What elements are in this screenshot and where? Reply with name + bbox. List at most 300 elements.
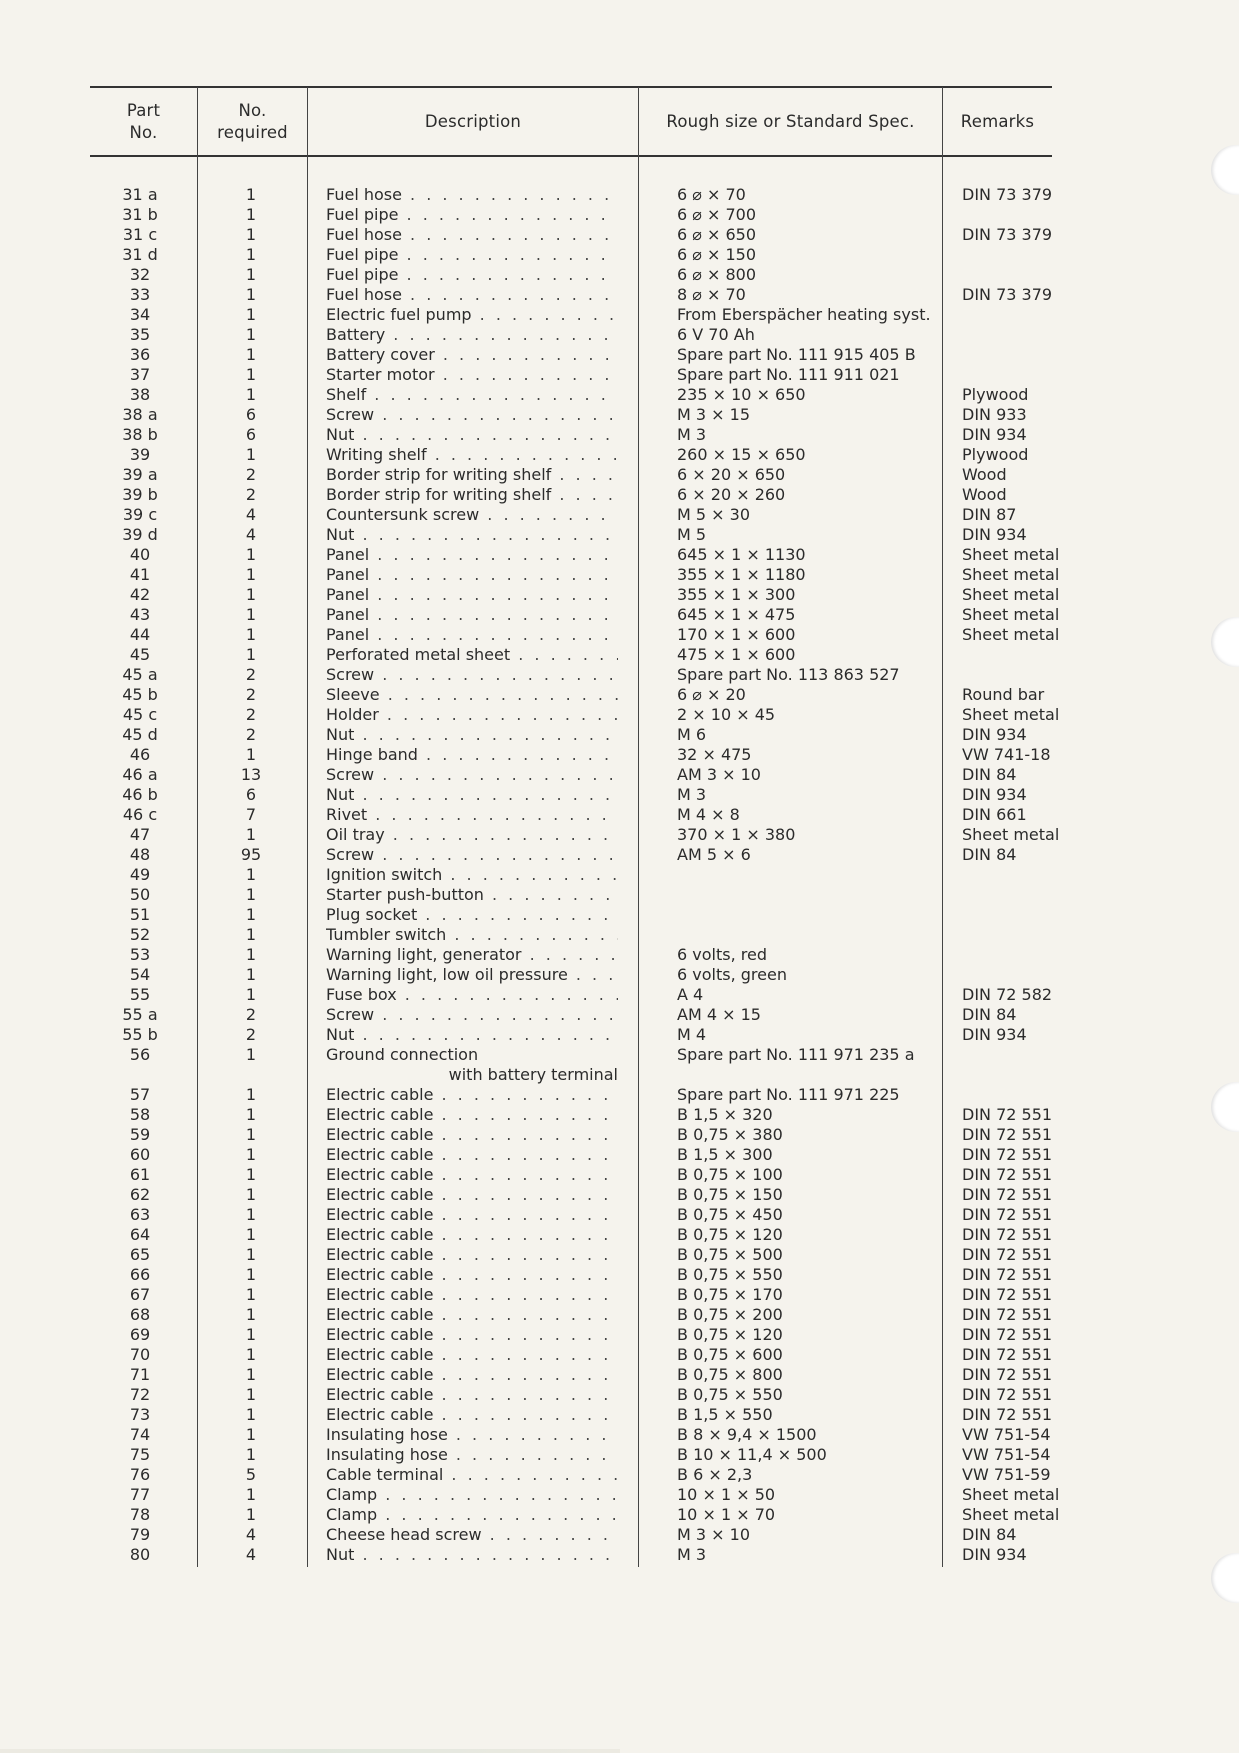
table-row bbox=[0, 285, 1239, 305]
table-row bbox=[0, 525, 1239, 545]
size-cell: 10 × 1 × 50 bbox=[677, 1485, 776, 1504]
table-row bbox=[0, 1125, 1239, 1145]
description-cell: Oil tray . . . bbox=[326, 825, 618, 845]
remarks-cell: DIN 72 551 bbox=[962, 1125, 1053, 1144]
table-row bbox=[0, 1165, 1239, 1185]
table-row bbox=[0, 1365, 1239, 1385]
size-cell: M 3 × 10 bbox=[677, 1525, 751, 1544]
remarks-cell: Sheet metal bbox=[962, 1505, 1060, 1524]
size-cell: B 8 × 9,4 × 1500 bbox=[677, 1425, 817, 1444]
table-row bbox=[0, 1325, 1239, 1345]
qty-cell: 5 bbox=[245, 1465, 257, 1484]
part-no-cell: 66 bbox=[129, 1265, 151, 1284]
description-cell: Warning light, low oil pressure . . . bbox=[326, 965, 618, 985]
description-cell: Nut . . . bbox=[326, 525, 618, 545]
description-cell: Electric cable . . . bbox=[326, 1305, 618, 1325]
remarks-cell: DIN 72 551 bbox=[962, 1245, 1053, 1264]
qty-cell: 1 bbox=[245, 825, 257, 844]
remarks-cell: DIN 72 582 bbox=[962, 985, 1053, 1004]
description-cell: Electric cable . . . bbox=[326, 1125, 618, 1145]
table-row bbox=[0, 185, 1239, 205]
part-no-cell: 43 bbox=[129, 605, 151, 624]
part-no-cell: 62 bbox=[129, 1185, 151, 1204]
part-no-cell: 41 bbox=[129, 565, 151, 584]
remarks-cell: VW 751-59 bbox=[962, 1465, 1051, 1484]
description-cell: Panel . . . bbox=[326, 565, 618, 585]
description-cell: Fuel pipe . . . bbox=[326, 265, 618, 285]
table-row bbox=[0, 405, 1239, 425]
qty-cell: 1 bbox=[245, 205, 257, 224]
size-cell: B 0,75 × 600 bbox=[677, 1345, 783, 1364]
part-no-cell: 75 bbox=[129, 1445, 151, 1464]
part-no-cell: 74 bbox=[129, 1425, 151, 1444]
size-cell: 6 V 70 Ah bbox=[677, 325, 755, 344]
size-cell: 6 ⌀ × 700 bbox=[677, 205, 757, 224]
remarks-cell: Sheet metal bbox=[962, 705, 1060, 724]
table-row bbox=[0, 1105, 1239, 1125]
part-no-cell: 54 bbox=[129, 965, 151, 984]
description-cell: Fuel hose . . . bbox=[326, 225, 618, 245]
table-row bbox=[0, 625, 1239, 645]
description-cell: Starter push-button . . . bbox=[326, 885, 618, 905]
table-row bbox=[0, 945, 1239, 965]
description-cell: Screw . . . bbox=[326, 1005, 618, 1025]
qty-cell: 1 bbox=[245, 1245, 257, 1264]
description-cell: Electric cable . . . bbox=[326, 1345, 618, 1365]
qty-cell: 1 bbox=[245, 925, 257, 944]
remarks-cell: Sheet metal bbox=[962, 1485, 1060, 1504]
size-cell: 6 ⌀ × 800 bbox=[677, 265, 757, 284]
part-no-cell: 46 c bbox=[122, 805, 158, 824]
description-cell: Fuel pipe . . . bbox=[326, 205, 618, 225]
table-row bbox=[0, 1205, 1239, 1225]
table-row bbox=[0, 505, 1239, 525]
description-cell: Perforated metal sheet . . . bbox=[326, 645, 618, 665]
table-row bbox=[0, 805, 1239, 825]
size-cell: 6 ⌀ × 650 bbox=[677, 225, 757, 244]
part-no-cell: 69 bbox=[129, 1325, 151, 1344]
size-cell: 355 × 1 × 300 bbox=[677, 585, 796, 604]
size-cell: M 5 bbox=[677, 525, 707, 544]
description-cell: Cable terminal . . . bbox=[326, 1465, 618, 1485]
header-no-required: No. required bbox=[217, 101, 288, 142]
qty-cell: 1 bbox=[245, 545, 257, 564]
size-cell: B 10 × 11,4 × 500 bbox=[677, 1445, 827, 1464]
description-cell: Electric cable . . . bbox=[326, 1285, 618, 1305]
remarks-cell: DIN 72 551 bbox=[962, 1305, 1053, 1324]
header-bottom-rule bbox=[90, 155, 1052, 157]
part-no-cell: 50 bbox=[129, 885, 151, 904]
size-cell: B 0,75 × 500 bbox=[677, 1245, 783, 1264]
part-no-cell: 33 bbox=[129, 285, 151, 304]
table-row bbox=[0, 1445, 1239, 1465]
description-cell: Clamp . . . bbox=[326, 1485, 618, 1505]
table-row bbox=[0, 885, 1239, 905]
remarks-cell: DIN 934 bbox=[962, 425, 1027, 444]
description-cell: Fuel pipe . . . bbox=[326, 245, 618, 265]
qty-cell: 6 bbox=[245, 785, 257, 804]
table-row bbox=[0, 345, 1239, 365]
remarks-cell: Sheet metal bbox=[962, 625, 1060, 644]
size-cell: B 0,75 × 120 bbox=[677, 1225, 783, 1244]
table-row bbox=[0, 445, 1239, 465]
qty-cell: 2 bbox=[245, 1025, 257, 1044]
size-cell: B 0,75 × 170 bbox=[677, 1285, 783, 1304]
remarks-cell: DIN 73 379 bbox=[962, 225, 1053, 244]
qty-cell: 2 bbox=[245, 725, 257, 744]
table-row bbox=[0, 1065, 1239, 1085]
part-no-cell: 55 b bbox=[122, 1025, 158, 1044]
size-cell: M 6 bbox=[677, 725, 707, 744]
size-cell: B 0,75 × 380 bbox=[677, 1125, 783, 1144]
table-row bbox=[0, 1545, 1239, 1565]
table-row bbox=[0, 425, 1239, 445]
part-no-cell: 44 bbox=[129, 625, 151, 644]
part-no-cell: 39 bbox=[129, 445, 151, 464]
part-no-cell: 38 a bbox=[122, 405, 158, 424]
part-no-cell: 37 bbox=[129, 365, 151, 384]
table-row bbox=[0, 1145, 1239, 1165]
qty-cell: 1 bbox=[245, 565, 257, 584]
size-cell: M 3 bbox=[677, 785, 707, 804]
size-cell: Spare part No. 111 971 235 a bbox=[677, 1045, 915, 1064]
description-cell: Rivet . . . bbox=[326, 805, 618, 825]
qty-cell: 1 bbox=[245, 1485, 257, 1504]
part-no-cell: 38 b bbox=[122, 425, 158, 444]
qty-cell: 1 bbox=[245, 1305, 257, 1324]
part-no-cell: 39 a bbox=[122, 465, 158, 484]
part-no-cell: 65 bbox=[129, 1245, 151, 1264]
part-no-cell: 49 bbox=[129, 865, 151, 884]
part-no-cell: 39 d bbox=[122, 525, 158, 544]
description-cell: Nut . . . bbox=[326, 785, 618, 805]
description-cell: Insulating hose . . . bbox=[326, 1445, 618, 1465]
remarks-cell: DIN 661 bbox=[962, 805, 1027, 824]
part-no-cell: 80 bbox=[129, 1545, 151, 1564]
qty-cell: 1 bbox=[245, 1405, 257, 1424]
size-cell: 370 × 1 × 380 bbox=[677, 825, 796, 844]
remarks-cell: Sheet metal bbox=[962, 545, 1060, 564]
description-cell: Countersunk screw . . . bbox=[326, 505, 618, 525]
remarks-cell: DIN 72 551 bbox=[962, 1205, 1053, 1224]
table-row bbox=[0, 1005, 1239, 1025]
remarks-cell: Plywood bbox=[962, 445, 1029, 464]
size-cell: Spare part No. 111 911 021 bbox=[677, 365, 900, 384]
part-no-cell: 45 c bbox=[122, 705, 158, 724]
table-row bbox=[0, 1085, 1239, 1105]
description-cell: Electric cable . . . bbox=[326, 1225, 618, 1245]
description-cell: Plug socket . . . bbox=[326, 905, 618, 925]
qty-cell: 1 bbox=[245, 645, 257, 664]
size-cell: Spare part No. 111 915 405 B bbox=[677, 345, 916, 364]
part-no-cell: 57 bbox=[129, 1085, 151, 1104]
size-cell: B 0,75 × 550 bbox=[677, 1385, 783, 1404]
qty-cell: 4 bbox=[245, 1545, 257, 1564]
part-no-cell: 45 bbox=[129, 645, 151, 664]
description-cell: Fuel hose . . . bbox=[326, 285, 618, 305]
table-row bbox=[0, 1505, 1239, 1525]
description-cell: Ignition switch . . . bbox=[326, 865, 618, 885]
part-no-cell: 36 bbox=[129, 345, 151, 364]
table-row bbox=[0, 1525, 1239, 1545]
qty-cell: 1 bbox=[245, 1225, 257, 1244]
table-row bbox=[0, 965, 1239, 985]
size-cell: From Eberspächer heating syst. bbox=[677, 305, 931, 324]
size-cell: 6 ⌀ × 150 bbox=[677, 245, 757, 264]
size-cell: B 0,75 × 200 bbox=[677, 1305, 783, 1324]
qty-cell: 1 bbox=[245, 1105, 257, 1124]
part-no-cell: 45 a bbox=[122, 665, 158, 684]
part-no-cell: 52 bbox=[129, 925, 151, 944]
size-cell: B 0,75 × 550 bbox=[677, 1265, 783, 1284]
header-description: Description bbox=[424, 112, 522, 131]
description-cell: Border strip for writing shelf . . . bbox=[326, 465, 618, 485]
qty-cell: 1 bbox=[245, 1145, 257, 1164]
qty-cell: 1 bbox=[245, 745, 257, 764]
table-row bbox=[0, 265, 1239, 285]
remarks-cell: VW 751-54 bbox=[962, 1425, 1051, 1444]
table-row bbox=[0, 725, 1239, 745]
qty-cell: 1 bbox=[245, 305, 257, 324]
description-cell: Insulating hose . . . bbox=[326, 1425, 618, 1445]
qty-cell: 1 bbox=[245, 625, 257, 644]
size-cell: 6 ⌀ × 70 bbox=[677, 185, 746, 204]
qty-cell: 1 bbox=[245, 1185, 257, 1204]
size-cell: M 4 bbox=[677, 1025, 707, 1044]
qty-cell: 1 bbox=[245, 1265, 257, 1284]
remarks-cell: Sheet metal bbox=[962, 825, 1060, 844]
part-no-cell: 38 bbox=[129, 385, 151, 404]
table-row bbox=[0, 365, 1239, 385]
description-cell: Panel . . . bbox=[326, 545, 618, 565]
qty-cell: 1 bbox=[245, 865, 257, 884]
part-no-cell: 70 bbox=[129, 1345, 151, 1364]
part-no-cell: 76 bbox=[129, 1465, 151, 1484]
remarks-cell: Sheet metal bbox=[962, 565, 1060, 584]
remarks-cell: DIN 934 bbox=[962, 525, 1027, 544]
remarks-cell: VW 751-54 bbox=[962, 1445, 1051, 1464]
size-cell: AM 4 × 15 bbox=[677, 1005, 761, 1024]
description-cell: Nut . . . bbox=[326, 1545, 618, 1565]
size-cell: M 3 bbox=[677, 1545, 707, 1564]
table-row bbox=[0, 825, 1239, 845]
table-row bbox=[0, 1285, 1239, 1305]
part-no-cell: 31 a bbox=[122, 185, 158, 204]
qty-cell: 2 bbox=[245, 685, 257, 704]
remarks-cell: DIN 72 551 bbox=[962, 1165, 1053, 1184]
table-row bbox=[0, 1305, 1239, 1325]
qty-cell: 1 bbox=[245, 365, 257, 384]
part-no-cell: 53 bbox=[129, 945, 151, 964]
qty-cell: 1 bbox=[245, 445, 257, 464]
remarks-cell: DIN 73 379 bbox=[962, 285, 1053, 304]
description-cell: Clamp . . . bbox=[326, 1505, 618, 1525]
description-cell: Battery . . . bbox=[326, 325, 618, 345]
part-no-cell: 46 a bbox=[122, 765, 158, 784]
qty-cell: 1 bbox=[245, 965, 257, 984]
part-no-cell: 39 c bbox=[122, 505, 158, 524]
part-no-cell: 79 bbox=[129, 1525, 151, 1544]
description-cell: Fuel hose . . . bbox=[326, 185, 618, 205]
part-no-cell: 31 c bbox=[122, 225, 158, 244]
size-cell: 6 volts, green bbox=[677, 965, 787, 984]
remarks-cell: DIN 934 bbox=[962, 725, 1027, 744]
qty-cell: 6 bbox=[245, 405, 257, 424]
remarks-cell: DIN 84 bbox=[962, 1525, 1017, 1544]
qty-cell: 6 bbox=[245, 425, 257, 444]
table-top-rule bbox=[90, 86, 1052, 88]
description-cell: Electric cable . . . bbox=[326, 1325, 618, 1345]
description-cell: Fuse box . . . bbox=[326, 985, 618, 1005]
parts-table-body bbox=[0, 185, 1239, 1565]
qty-cell: 1 bbox=[245, 985, 257, 1004]
qty-cell: 1 bbox=[245, 1385, 257, 1404]
size-cell: M 4 × 8 bbox=[677, 805, 740, 824]
qty-cell: 1 bbox=[245, 385, 257, 404]
table-row bbox=[0, 765, 1239, 785]
qty-cell: 4 bbox=[245, 1525, 257, 1544]
remarks-cell: DIN 934 bbox=[962, 1545, 1027, 1564]
qty-cell: 1 bbox=[245, 1205, 257, 1224]
remarks-cell: DIN 72 551 bbox=[962, 1285, 1053, 1304]
description-cell: with battery terminal bbox=[448, 1065, 618, 1084]
remarks-cell: DIN 84 bbox=[962, 765, 1017, 784]
remarks-cell: DIN 72 551 bbox=[962, 1225, 1053, 1244]
qty-cell: 1 bbox=[245, 1345, 257, 1364]
qty-cell: 1 bbox=[245, 945, 257, 964]
remarks-cell: DIN 73 379 bbox=[962, 185, 1053, 204]
size-cell: M 3 bbox=[677, 425, 707, 444]
size-cell: Spare part No. 113 863 527 bbox=[677, 665, 900, 684]
description-cell: Battery cover . . . bbox=[326, 345, 618, 365]
size-cell: 645 × 1 × 1130 bbox=[677, 545, 806, 564]
description-cell: Writing shelf . . . bbox=[326, 445, 618, 465]
size-cell: 32 × 475 bbox=[677, 745, 752, 764]
description-cell: Nut . . . bbox=[326, 1025, 618, 1045]
part-no-cell: 39 b bbox=[122, 485, 158, 504]
size-cell: B 1,5 × 320 bbox=[677, 1105, 773, 1124]
description-cell: Screw . . . bbox=[326, 765, 618, 785]
qty-cell: 4 bbox=[245, 525, 257, 544]
remarks-cell: Round bar bbox=[962, 685, 1045, 704]
qty-cell: 2 bbox=[245, 665, 257, 684]
part-no-cell: 55 a bbox=[122, 1005, 158, 1024]
size-cell: M 3 × 15 bbox=[677, 405, 751, 424]
qty-cell: 1 bbox=[245, 325, 257, 344]
remarks-cell: DIN 72 551 bbox=[962, 1405, 1053, 1424]
part-no-cell: 60 bbox=[129, 1145, 151, 1164]
table-row bbox=[0, 745, 1239, 765]
table-row bbox=[0, 385, 1239, 405]
qty-cell: 1 bbox=[245, 1125, 257, 1144]
remarks-cell: Wood bbox=[962, 485, 1007, 504]
qty-cell: 1 bbox=[245, 1085, 257, 1104]
qty-cell: 13 bbox=[240, 765, 262, 784]
part-no-cell: 34 bbox=[129, 305, 151, 324]
part-no-cell: 64 bbox=[129, 1225, 151, 1244]
qty-cell: 1 bbox=[245, 1165, 257, 1184]
description-cell: Sleeve . . . bbox=[326, 685, 618, 705]
remarks-cell: DIN 933 bbox=[962, 405, 1027, 424]
remarks-cell: DIN 72 551 bbox=[962, 1185, 1053, 1204]
table-row bbox=[0, 465, 1239, 485]
table-row bbox=[0, 1385, 1239, 1405]
qty-cell: 1 bbox=[245, 285, 257, 304]
qty-cell: 1 bbox=[245, 1505, 257, 1524]
part-no-cell: 51 bbox=[129, 905, 151, 924]
description-cell: Electric cable . . . bbox=[326, 1185, 618, 1205]
size-cell: 170 × 1 × 600 bbox=[677, 625, 796, 644]
remarks-cell: DIN 934 bbox=[962, 785, 1027, 804]
size-cell: 645 × 1 × 475 bbox=[677, 605, 796, 624]
remarks-cell: DIN 72 551 bbox=[962, 1105, 1053, 1124]
size-cell: B 1,5 × 550 bbox=[677, 1405, 773, 1424]
remarks-cell: DIN 934 bbox=[962, 1025, 1027, 1044]
part-no-cell: 40 bbox=[129, 545, 151, 564]
size-cell: 260 × 15 × 650 bbox=[677, 445, 806, 464]
description-cell: Electric cable . . . bbox=[326, 1265, 618, 1285]
description-cell: Electric cable . . . bbox=[326, 1165, 618, 1185]
size-cell: 6 × 20 × 650 bbox=[677, 465, 786, 484]
qty-cell: 4 bbox=[245, 505, 257, 524]
qty-cell: 1 bbox=[245, 585, 257, 604]
size-cell: M 5 × 30 bbox=[677, 505, 751, 524]
table-row bbox=[0, 565, 1239, 585]
table-row bbox=[0, 1025, 1239, 1045]
description-cell: Electric cable . . . bbox=[326, 1405, 618, 1425]
part-no-cell: 31 d bbox=[122, 245, 158, 264]
part-no-cell: 31 b bbox=[122, 205, 158, 224]
description-cell: Electric cable . . . bbox=[326, 1385, 618, 1405]
table-row bbox=[0, 785, 1239, 805]
table-row bbox=[0, 665, 1239, 685]
qty-cell: 1 bbox=[245, 345, 257, 364]
part-no-cell: 63 bbox=[129, 1205, 151, 1224]
qty-cell: 2 bbox=[245, 465, 257, 484]
table-row bbox=[0, 925, 1239, 945]
description-cell: Cheese head screw . . . bbox=[326, 1525, 618, 1545]
table-row bbox=[0, 645, 1239, 665]
description-cell: Panel . . . bbox=[326, 625, 618, 645]
description-cell: Shelf . . . bbox=[326, 385, 618, 405]
part-no-cell: 46 b bbox=[122, 785, 158, 804]
description-cell: Screw . . . bbox=[326, 405, 618, 425]
part-no-cell: 42 bbox=[129, 585, 151, 604]
part-no-cell: 71 bbox=[129, 1365, 151, 1384]
size-cell: 6 ⌀ × 20 bbox=[677, 685, 746, 704]
remarks-cell: DIN 84 bbox=[962, 1005, 1017, 1024]
remarks-cell: DIN 72 551 bbox=[962, 1325, 1053, 1344]
part-no-cell: 47 bbox=[129, 825, 151, 844]
table-row bbox=[0, 705, 1239, 725]
qty-cell: 1 bbox=[245, 265, 257, 284]
part-no-cell: 48 bbox=[129, 845, 151, 864]
qty-cell: 1 bbox=[245, 225, 257, 244]
description-cell: Electric cable . . . bbox=[326, 1205, 618, 1225]
size-cell: A 4 bbox=[677, 985, 704, 1004]
remarks-cell: Sheet metal bbox=[962, 585, 1060, 604]
qty-cell: 1 bbox=[245, 905, 257, 924]
part-no-cell: 58 bbox=[129, 1105, 151, 1124]
part-no-cell: 45 d bbox=[122, 725, 158, 744]
size-cell: B 0,75 × 100 bbox=[677, 1165, 783, 1184]
size-cell: B 0,75 × 800 bbox=[677, 1365, 783, 1384]
description-cell: Electric cable . . . bbox=[326, 1145, 618, 1165]
qty-cell: 1 bbox=[245, 1045, 257, 1064]
remarks-cell: VW 741-18 bbox=[962, 745, 1051, 764]
table-row bbox=[0, 1485, 1239, 1505]
part-no-cell: 67 bbox=[129, 1285, 151, 1304]
